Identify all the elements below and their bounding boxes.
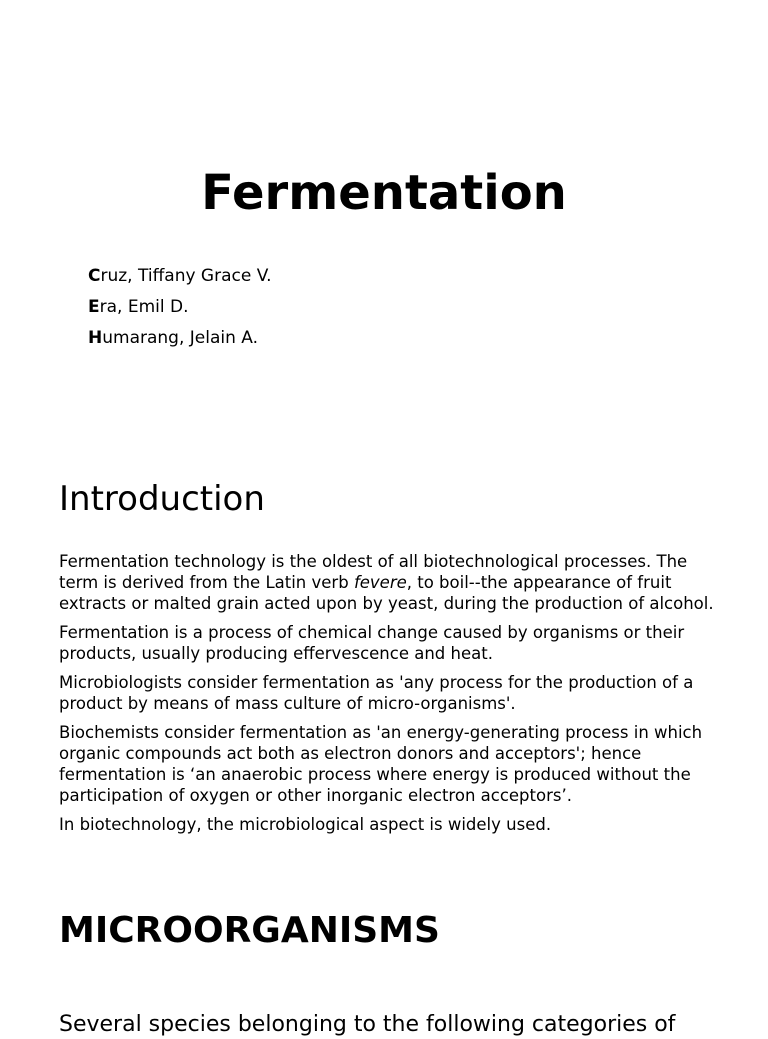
paragraph-1-start: Fermentation technology is the oldest of all biotechnological processes. The term is derived from the Latin verb: [59, 552, 688, 592]
author-2-initial: E: [88, 297, 100, 317]
microorganisms-slide: [0, 868, 768, 1037]
paragraph-4: Biochemists consider fermentation as 'an energy-generating process in which organic compounds act both as electron donors and acceptors'; hence fermentation is ‘an anaerobic process where energy is produced without the participation of oxygen or other inorganic electron acceptors’.: [59, 723, 703, 805]
paragraph-3: Microbiologists consider fermentation as 'any process for the production of a product by means of mass culture of micro-organisms'.: [59, 673, 694, 713]
introduction-slide: [0, 440, 768, 868]
introduction-heading: Introduction: [59, 479, 265, 519]
presentation-title: Fermentation: [201, 165, 567, 221]
author-3: [88, 327, 278, 350]
author-3-initial: H: [88, 328, 103, 348]
author-1: [88, 265, 278, 288]
paragraph-1: [59, 551, 714, 614]
paragraph-1-end: , to boil--the appearance of fruit extracts or malted grain acted upon by yeast, during the production of alcohol.: [59, 573, 714, 613]
author-2: [88, 296, 278, 319]
author-1-initial: C: [88, 266, 101, 286]
author-2-name: ra, Emil D.: [99, 297, 189, 317]
author-3-name: umarang, Jelain A.: [102, 328, 259, 348]
paragraph-5: In biotechnology, the microbiological aspect is widely used.: [59, 815, 552, 834]
paragraph-2: Fermentation is a process of chemical change caused by organisms or their products, usually producing effervescence and heat.: [59, 623, 685, 663]
introduction-body: [59, 551, 714, 866]
microorganisms-text: Several species belonging to the following categories of: [59, 1012, 676, 1037]
author-1-name: ruz, Tiffany Grace V.: [100, 266, 272, 286]
latin-term: fevere: [353, 573, 407, 592]
author-list: [88, 265, 278, 358]
microorganisms-heading: MICROORGANISMS: [59, 910, 440, 951]
title-slide: [0, 0, 768, 440]
